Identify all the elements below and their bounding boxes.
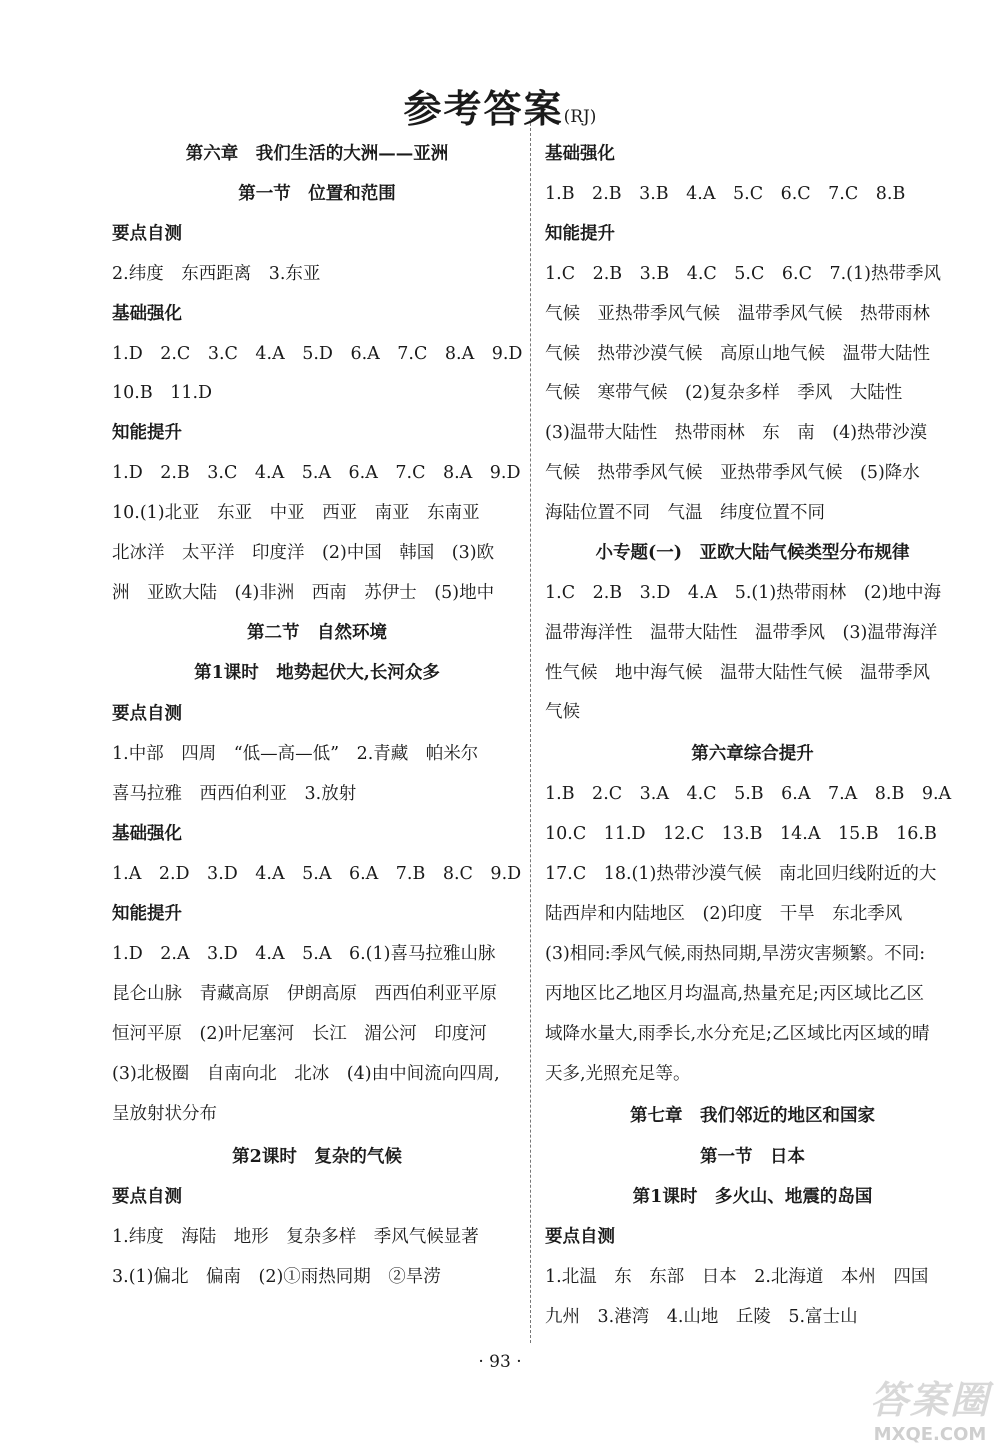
answer-line: 1.B 2.B 3.B 4.A 5.C 6.C 7.C 8.B: [545, 184, 906, 204]
section-heading: 第二节 自然环境: [247, 623, 387, 643]
column-divider: [530, 118, 531, 1343]
answer-line: 九州 3.港湾 4.山地 丘陵 5.富士山: [545, 1307, 858, 1327]
section-heading: 基础强化: [545, 144, 615, 164]
page-number: · 93 ·: [478, 1352, 522, 1372]
section-heading: 第1课时 地势起伏大,长河众多: [194, 663, 440, 683]
answer-line: 10.B 11.D: [112, 383, 213, 403]
answer-line: 1.C 2.B 3.D 4.A 5.(1)热带雨林 (2)地中海: [545, 583, 941, 603]
answer-line: 10.(1)北亚 东亚 中亚 西亚 南亚 东南亚: [112, 503, 480, 523]
answer-line: 气候: [545, 702, 580, 722]
title-sub: (RJ): [563, 107, 597, 127]
watermark-logo: 答案圈: [869, 1378, 990, 1422]
section-heading: 要点自测: [112, 1187, 182, 1207]
answer-line: 温带海洋性 温带大陆性 温带季风 (3)温带海洋: [545, 623, 938, 643]
answer-line: 性气候 地中海气候 温带大陆性气候 温带季风: [545, 663, 930, 683]
answer-line: 域降水量大,雨季长,水分充足;乙区域比丙区域的晴: [545, 1024, 930, 1044]
section-heading: 第2课时 复杂的气候: [232, 1147, 402, 1167]
section-heading: 第七章 我们邻近的地区和国家: [630, 1106, 875, 1126]
section-heading: 第1课时 多火山、地震的岛国: [632, 1187, 873, 1207]
answer-line: 1.D 2.A 3.D 4.A 5.A 6.(1)喜马拉雅山脉: [112, 944, 496, 964]
section-heading: 要点自测: [112, 704, 182, 724]
answer-line: 1.A 2.D 3.D 4.A 5.A 6.A 7.B 8.C 9.D: [112, 864, 522, 884]
answer-line: 1.C 2.B 3.B 4.C 5.C 6.C 7.(1)热带季风: [545, 264, 941, 284]
answer-line: 陆西岸和内陆地区 (2)印度 干旱 东北季风: [545, 904, 903, 924]
answer-line: 2.纬度 东西距离 3.东亚: [112, 264, 321, 284]
section-heading: 要点自测: [545, 1227, 615, 1247]
section-heading: 基础强化: [112, 304, 182, 324]
answer-line: 北冰洋 太平洋 印度洋 (2)中国 韩国 (3)欧: [112, 543, 495, 563]
answer-line: (3)温带大陆性 热带雨林 东 南 (4)热带沙漠: [545, 423, 928, 443]
answer-line: 17.C 18.(1)热带沙漠气候 南北回归线附近的大: [545, 864, 937, 884]
section-heading: 小专题(一) 亚欧大陆气候类型分布规律: [595, 543, 910, 563]
answer-line: 3.(1)偏北 偏南 (2)①雨热同期 ②旱涝: [112, 1267, 441, 1287]
section-heading: 知能提升: [112, 904, 182, 924]
answer-line: 1.北温 东 东部 日本 2.北海道 本州 四国: [545, 1267, 929, 1287]
watermark: [870, 1369, 990, 1445]
answer-line: (3)北极圈 自南向北 北冰 (4)由中间流向四周,: [112, 1064, 500, 1084]
answer-line: 丙地区比乙地区月均温高,热量充足;丙区域比乙区: [545, 984, 924, 1004]
section-heading: 第一节 日本: [700, 1147, 805, 1167]
page-title: [0, 78, 1000, 133]
section-heading: 知能提升: [545, 224, 615, 244]
answer-line: 1.B 2.C 3.A 4.C 5.B 6.A 7.A 8.B 9.A: [545, 784, 952, 804]
answer-line: 10.C 11.D 12.C 13.B 14.A 15.B 16.B: [545, 824, 937, 844]
answer-line: 海陆位置不同 气温 纬度位置不同: [545, 503, 825, 523]
watermark-url: MXQE.COM: [873, 1424, 987, 1445]
answer-line: 天多,光照充足等。: [545, 1064, 691, 1084]
answer-line: 呈放射状分布: [112, 1104, 217, 1124]
section-heading: 要点自测: [112, 224, 182, 244]
section-heading: 知能提升: [112, 423, 182, 443]
answer-line: 昆仑山脉 青藏高原 伊朗高原 西西伯利亚平原: [112, 984, 497, 1004]
section-heading: 第六章 我们生活的大洲——亚洲: [185, 144, 449, 164]
section-heading: 第一节 位置和范围: [238, 184, 396, 204]
answer-line: 气候 热带沙漠气候 高原山地气候 温带大陆性: [545, 344, 930, 364]
answer-line: 喜马拉雅 西西伯利亚 3.放射: [112, 784, 357, 804]
answer-line: 1.D 2.C 3.C 4.A 5.D 6.A 7.C 8.A 9.D: [112, 344, 523, 364]
answer-line: 1.中部 四周 “低—高—低” 2.青藏 帕米尔: [112, 744, 479, 764]
answer-line: 1.D 2.B 3.C 4.A 5.A 6.A 7.C 8.A 9.D: [112, 463, 521, 483]
section-heading: 第六章综合提升: [691, 744, 814, 764]
answer-line: 洲 亚欧大陆 (4)非洲 西南 苏伊士 (5)地中: [112, 583, 495, 603]
answer-line: 气候 寒带气候 (2)复杂多样 季风 大陆性: [545, 383, 903, 403]
answer-line: 气候 亚热带季风气候 温带季风气候 热带雨林: [545, 304, 930, 324]
answer-line: 1.纬度 海陆 地形 复杂多样 季风气候显著: [112, 1227, 479, 1247]
title-main: 参考答案: [403, 86, 564, 131]
answer-line: (3)相同:季风气候,雨热同期,旱涝灾害频繁。不同:: [545, 944, 926, 964]
answer-line: 气候 热带季风气候 亚热带季风气候 (5)降水: [545, 463, 920, 483]
section-heading: 基础强化: [112, 824, 182, 844]
answer-line: 恒河平原 (2)叶尼塞河 长江 湄公河 印度河: [112, 1024, 487, 1044]
